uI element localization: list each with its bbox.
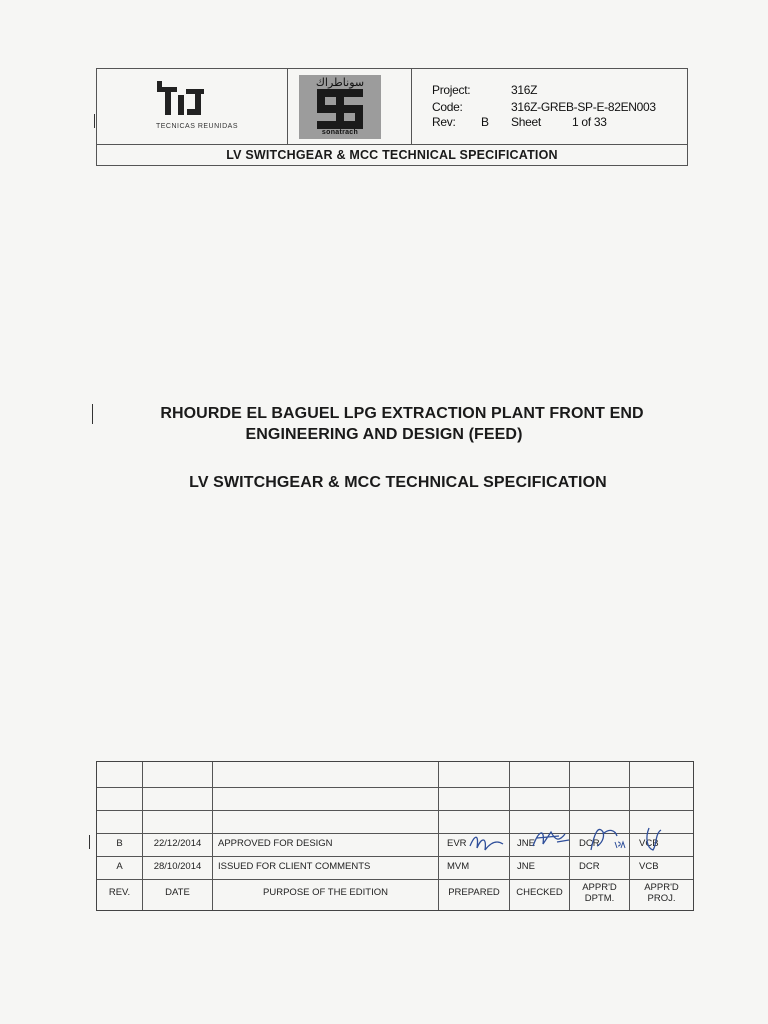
document-title-continued: ENGINEERING AND DESIGN (FEED) (245, 426, 523, 443)
rev-cell: B (116, 838, 123, 849)
logo-latin-text: sonatrach (321, 129, 359, 136)
sonatrach-logo (299, 75, 381, 139)
purpose-cell: APPROVED FOR DESIGN (218, 838, 333, 849)
project-label: Project: (432, 83, 471, 97)
code-value: 316Z-GREB-SP-E-82EN003 (511, 100, 656, 114)
header-prepared: PREPARED (448, 887, 500, 898)
revision-table (96, 761, 694, 911)
signature-evr-icon (467, 830, 507, 854)
document-subtitle: LV SWITCHGEAR & MCC TECHNICAL SPECIFICATION (189, 474, 607, 491)
company-name: TECNICAS REUNIDAS (155, 123, 238, 130)
header-purpose: PURPOSE OF THE EDITION (263, 887, 388, 898)
checked-cell: JNE (517, 861, 535, 872)
sheet-value: 1 of 33 (572, 115, 607, 129)
rev-cell: A (116, 861, 123, 872)
document-title: RHOURDE EL BAGUEL LPG EXTRACTION PLANT FRONT END (160, 405, 644, 422)
header-divider (411, 69, 412, 145)
project-value: 316Z (511, 83, 538, 97)
document-header (96, 68, 688, 166)
table-row-divider (97, 810, 693, 811)
prepared-cell: MVM (447, 861, 470, 872)
tr-logo-mark (131, 81, 261, 121)
header-appr-proj: APPR'D PROJ. (644, 882, 679, 904)
rev-value: B (481, 115, 489, 129)
appr-dptm-cell: DCR (579, 838, 600, 849)
header-appr-dptm: APPR'D DPTM. (582, 882, 617, 904)
date-cell: 28/10/2014 (153, 861, 202, 872)
logo-arabic-text: سوناطراك (315, 77, 365, 89)
code-label: Code: (432, 100, 463, 114)
rev-label: Rev: (432, 115, 456, 129)
appr-proj-cell: VCB (639, 861, 659, 872)
sheet-label: Sheet (511, 115, 541, 129)
header-divider (287, 69, 288, 145)
purpose-cell: ISSUED FOR CLIENT COMMENTS (218, 861, 371, 872)
prepared-cell: EVR (447, 838, 467, 849)
table-row-divider (97, 787, 693, 788)
signature-jne-icon (529, 824, 573, 854)
margin-mark (94, 114, 95, 128)
signature-dcr-icon (585, 822, 629, 854)
signature-vcb-icon (639, 824, 667, 854)
checked-cell: JNE (517, 838, 535, 849)
header-checked: CHECKED (516, 887, 563, 898)
header-date: DATE (165, 887, 190, 898)
date-cell: 22/12/2014 (153, 838, 202, 849)
sonatrach-mark-icon (317, 89, 363, 129)
appr-proj-cell: VCB (639, 838, 659, 849)
tecnicas-reunidas-logo (131, 81, 261, 133)
table-row-divider (97, 856, 693, 857)
appr-dptm-cell: DCR (579, 861, 600, 872)
header-divider (97, 144, 687, 145)
header-rev: REV. (108, 887, 131, 898)
margin-mark (89, 835, 90, 849)
table-row-divider (97, 879, 693, 880)
header-title: LV SWITCHGEAR & MCC TECHNICAL SPECIFICATION (226, 148, 558, 162)
